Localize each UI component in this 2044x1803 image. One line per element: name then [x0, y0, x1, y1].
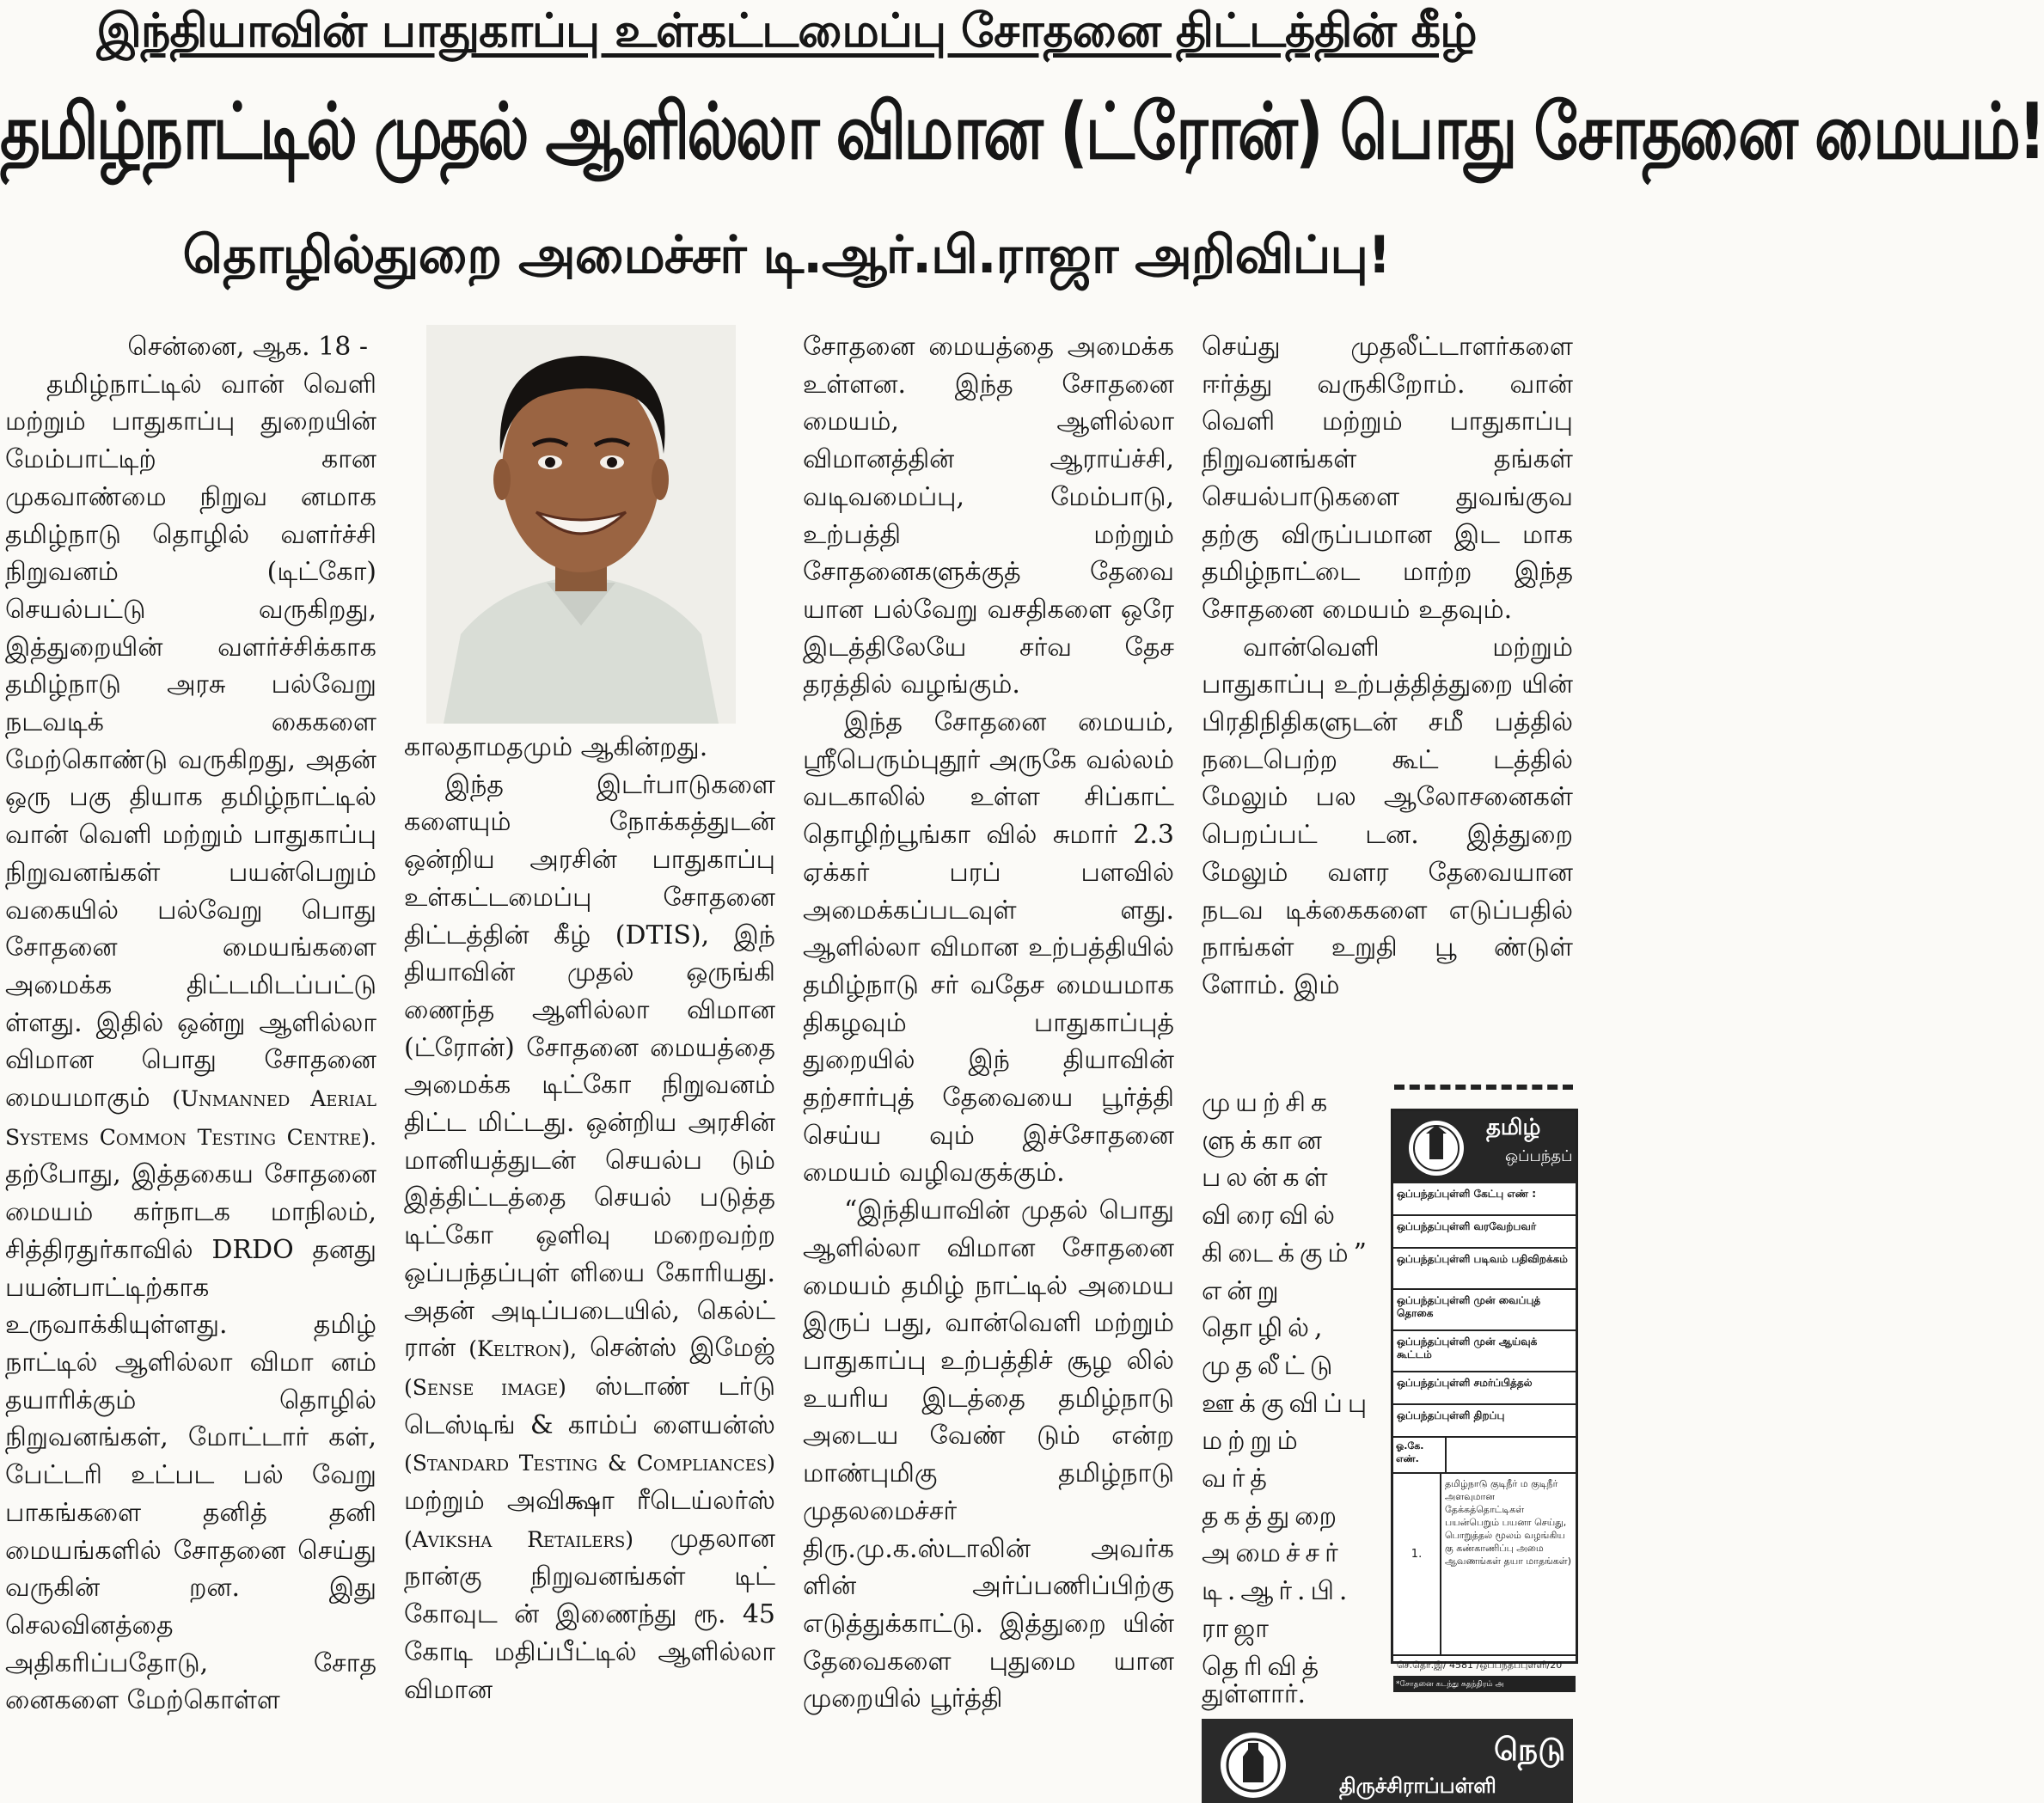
article-text: இந்த இடர்பாடுகளை களையும் நோக்கத்துடன் ஒன்றிய அரசின் பாதுகாப்பு உள்கட்டமைப்பு சோதனை திட்டத்தின் கீழ் (DTIS), இந் தியாவின் முதல் ஒருங்கி ணைந்த ஆளில்லா விமான (ட்ரோன்) சோதனை மையத்தை அமைக்க டிட்கோ நிறுவனம் திட்ட மிட்டது. ஒன்றிய அரசின் மானியத்துடன் செயல்ப டும் இத்திட்டத்தை செயல் படுத்த டிட்கோ ஒளிவு மறைவற்ற ஒப்பந்தப்புள் ளியை கோரியது. அதன் அடிப்படையில், கெல்ட் ரான்: [404, 769, 775, 1364]
ad-title: தமிழ்: [1486, 1115, 1541, 1140]
english-term: (Sense image): [404, 1374, 566, 1400]
tender-row: ஒப்பந்தப்புள்ளி முன் ஆய்வுக் கூட்டம்: [1393, 1331, 1576, 1372]
ad-subtitle: திருச்சிராப்பள்ளி: [1339, 1774, 1496, 1798]
article-paragraph: காலதாமதமும் ஆகின்றது.: [404, 732, 708, 762]
dateline: சென்னை, ஆக. 18 -: [127, 332, 368, 362]
table-header-cell: ஓ.கே. எண்.: [1393, 1438, 1447, 1472]
tender-table-header: [1393, 1438, 1576, 1474]
tender-row: ஒப்பந்தப்புள்ளி முன் வைப்புத் தொகை: [1393, 1290, 1576, 1331]
tender-row: ஒப்பந்தப்புள்ளி கேட்பு எண் :: [1393, 1183, 1576, 1216]
article-text: தமிழ்நாட்டில் வான் வெளி மற்றும் பாதுகாப்பு துறையின் மேம்பாட்டிற் கான முகவாண்மை நிறுவ னமாக தமிழ்நாடு தொழில் வளர்ச்சி நிறுவனம் (டிட்கோ) செயல்பட்டு வருகிறது, இத்துறையின் வளர்ச்சிக்காக தமிழ்நாடு அரசு பல்வேறு நடவடிக் கைகளை மேற்கொண்டு வருகிறது, அதன் ஒரு பகு தியாக தமிழ்நாட்டில் வான் வெளி மற்றும் பாதுகாப்பு நிறுவனங்கள் பயன்பெறும் வகையில் பல்வேறு பொது சோதனை மையங்களை அமைக்க திட்டமிடப்பட்டு ள்ளது. இதில் ஒன்று ஆளில்லா விமான பொது சோதனை மையமாகும்: [5, 369, 376, 1114]
english-term: (Keltron),: [468, 1336, 578, 1362]
headline-kicker: இந்தியாவின் பாதுகாப்பு உள்கட்டமைப்பு சோதனை திட்டத்தின் கீழ்: [96, 3, 1477, 58]
article-paragraph: துள்ளார்.: [1202, 1679, 1307, 1709]
portrait-image: [426, 325, 736, 724]
article-column-2: [404, 729, 775, 1803]
english-term: (Aviksha Retailers): [404, 1526, 634, 1552]
ad-footnote: *சோதனை கடந்து சுதந்திரம் அ: [1393, 1678, 1576, 1692]
tender-row: ஒப்பந்தப்புள்ளி படிவம் பதிவிறக்கம்: [1393, 1249, 1576, 1290]
tender-row: ஒப்பந்தப்புள்ளி சமர்ப்பித்தல்: [1393, 1372, 1576, 1405]
article-column-4-narrow: [1202, 1085, 1382, 1703]
article-text: ஸ்டாண் டர்டு டெஸ்டிங் & காம்ப் ளையன்ஸ்: [404, 1371, 775, 1440]
article-column-4: [1202, 328, 1573, 1085]
ad-title: நெடு: [1494, 1733, 1566, 1768]
article-column-1: [5, 328, 376, 1803]
article-paragraph: சோதனை மையத்தை அமைக்க உள்ளன. இந்த சோதனை மையம், ஆளில்லா விமானத்தின் ஆராய்ச்சி, வடிவமைப்பு, மேம்பாடு, உற்பத்தி மற்றும் சோதனைகளுக்குத் தேவை யான பல்வேறு வசதிகளை ஒரே இடத்திலேயே சர்வ தேச தரத்தில் வழங்கும்.: [803, 332, 1174, 700]
table-header-cell: [1447, 1438, 1452, 1472]
article-text: மற்றும் அவிக்ஷா ரீடெய்லர்ஸ்: [404, 1486, 775, 1517]
article-text: சென்ஸ் இமேஜ்: [590, 1333, 775, 1364]
article-paragraph: செய்து முதலீட்டாளர்களை ஈர்த்து வருகிறோம். வான் வெளி மற்றும் பாதுகாப்பு நிறுவனங்கள் தங்கள் செயல்பாடுகளை துவங்குவ தற்கு விருப்பமான இட மாக தமிழ்நாட்டை மாற்ற இந்த சோதனை மையம் உதவும்.: [1202, 332, 1573, 625]
ad-reference: செ.தொ.இ/ 4581 /ஒப்பந்தப்புள்ளி/20: [1393, 1656, 1576, 1678]
tender-row: ஒப்பந்தப்புள்ளி திறப்பு: [1393, 1405, 1576, 1438]
temple-emblem-icon: [1210, 1727, 1296, 1796]
article-paragraph: முயற்சிக ளுக்கான பலன்கள் விரைவில் கிடைக்கும்” என்று தொழில், முதலீட்டு ஊக்குவிப்பு மற்றும் வர்த் தகத்துறை அமைச்சர் டி.ஆர்.பி. ராஜா தெரிவித்: [1202, 1088, 1373, 1682]
article-text: தற்போது, இத்தகைய சோதனை மையம் கர்நாடக மாநிலம், சித்திரதுர்காவில் DRDO தனது பயன்பாட்டிற்காக உருவாக்கியுள்ளது. தமிழ் நாட்டில் ஆளில்லா விமா னம் தயாரிக்கும் தொழில் நிறுவனங்கள், மோட்டார் கள், பேட்டரி உட்பட பல் வேறு பாகங்களை தனித் தனி மையங்களில் சோதனை செய்து வருகின் றன. இது செலவினத்தை அதிகரிப்பதோடு, சோத னைகளை மேற்கொள்ள: [5, 1159, 376, 1716]
ad-subtitle: ஒப்பந்தப்: [1505, 1147, 1573, 1165]
article-paragraph: இந்த சோதனை மையம், ஸ்ரீபெரும்புதூர் அருகே வல்லம் வடகாலில் உள்ள சிப்காட் தொழிற்பூங்கா வில் சுமார் 2.3 ஏக்கர் பரப் பளவில் அமைக்கப்படவுள் ளது. ஆளில்லா விமான உற்பத்தியில் தமிழ்நாடு சர் வதேச மையமாக திகழவும் பாதுகாப்புத் துறையில் இந் தியாவின் தற்சார்புத் தேவையை பூர்த்தி செய்ய வும் இச்சோதனை மையம் வழிவகுக்கும்.: [803, 707, 1174, 1189]
table-cell: 1.: [1393, 1474, 1441, 1654]
english-term: (Unmanned Aerial Systems Common Testing Centre).: [5, 1086, 376, 1150]
tender-row: ஒப்பந்தப்புள்ளி வரவேற்பவர்: [1393, 1216, 1576, 1249]
english-term: (Standard Testing & Compliances): [404, 1451, 775, 1476]
article-paragraph: [5, 366, 376, 1720]
article-text: முதலான நான்கு நிறுவனங்கள் டிட் கோவுட ன் இணைந்து ரூ. 45 கோடி மதிப்பீட்டில் ஆளில்லா விமான: [404, 1523, 775, 1705]
article-paragraph: வான்வெளி மற்றும் பாதுகாப்பு உற்பத்தித்துறை யின் பிரதிநிதிகளுடன் சமீ பத்தில் நடைபெற்ற கூட் டத்தில் மேலும் பல ஆலோசனைகள் பெறப்பட் டன. இத்துறை மேலும் வளர தேவையான நடவ டிக்கைகளை எடுப்பதில் நாங்கள் உறுதி பூ ண்டுள் ளோம். இம்: [1202, 632, 1573, 1000]
bottom-advertisement: [1202, 1719, 1573, 1803]
article-column-3: [803, 328, 1174, 1803]
subheadline: தொழில்துறை அமைச்சர் டி.ஆர்.பி.ராஜா அறிவிப்பு!: [182, 225, 1391, 285]
table-cell: தமிழ்நாடு குடிநீர் ம குடிநீர் அளவுமான தேக்கத்தொட்டிகள் பயன்பெறும் பயனா செய்து, பொறுத்தல் மூலம் வழங்கிய கு கண்காணிப்பு அமை ஆவணங்கள் தயா மாதங்கள்): [1445, 1478, 1572, 1567]
minister-photo: [426, 325, 736, 724]
quote-paragraph: “இந்தியாவின் முதல் பொது ஆளில்லா விமான சோதனை மையம் தமிழ் நாட்டில் அமைய இருப் பது, வான்வெளி மற்றும் பாதுகாப்பு உற்பத்திச் சூழ லில் உயரிய இடத்தை தமிழ்நாடு அடைய வேண் டும் என்ற மாண்புமிகு தமிழ்நாடு முதலமைச்சர் திரு.மு.க.ஸ்டாலின் அவர்க ளின் அர்ப்பணிப்பிற்கு எடுத்துக்காட்டு. இத்துறை யின் தேவைகளை புதுமை யான முறையில் பூர்த்தி: [803, 1195, 1174, 1714]
government-emblem-icon: [1400, 1118, 1472, 1178]
tender-advertisement: [1391, 1109, 1578, 1689]
article-paragraph: [404, 767, 775, 1709]
ad-header: [1393, 1111, 1576, 1183]
ad-divider: [1394, 1085, 1573, 1090]
tender-table-row: [1393, 1474, 1576, 1656]
headline: தமிழ்நாட்டில் முதல் ஆளில்லா விமான (ட்ரோன்) பொது சோதனை மையம்!: [0, 86, 2044, 177]
